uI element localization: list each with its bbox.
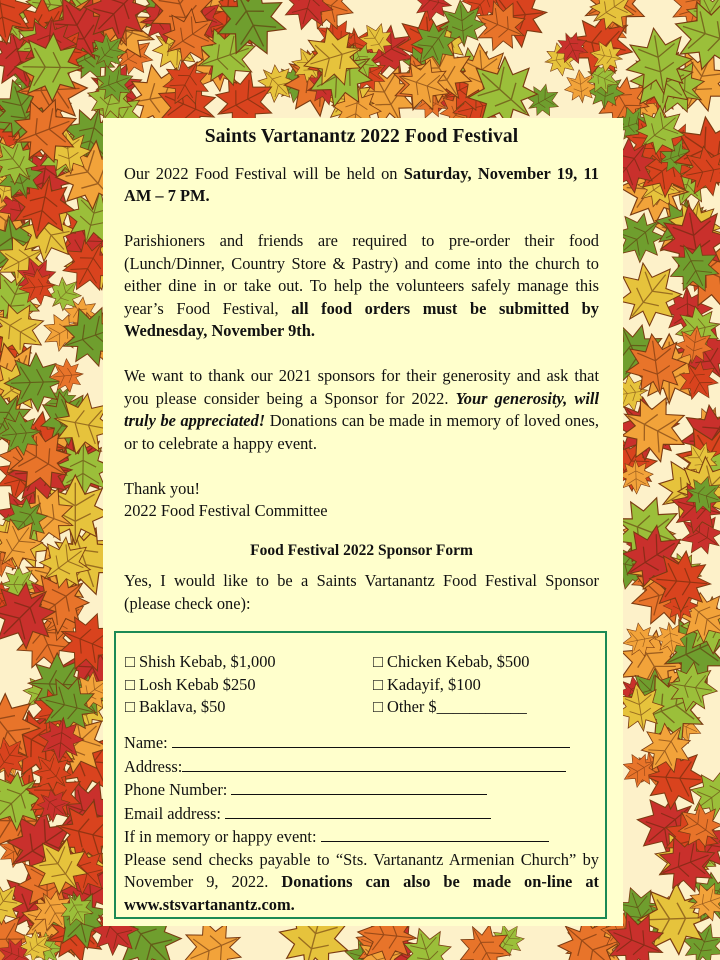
preorder-paragraph: [124, 230, 599, 343]
page-title: Saints Vartanantz 2022 Food Festival: [204, 126, 519, 147]
sponsor-fields: [124, 731, 599, 916]
checkbox-icon[interactable]: □: [125, 674, 135, 694]
sponsors-paragraph: [124, 365, 599, 455]
checkbox-icon[interactable]: □: [373, 697, 383, 716]
email-input-line[interactable]: [225, 802, 491, 819]
checkbox-icon[interactable]: □: [373, 652, 383, 671]
phone-label: Phone Number:: [124, 780, 228, 799]
sponsor-prompt: Yes, I would like to be a Saints Vartanantz Food Festival Sponsor (please check one):: [124, 571, 599, 613]
sponsor-options: [125, 651, 605, 719]
email-field[interactable]: [124, 802, 599, 826]
address-input-line[interactable]: [182, 755, 566, 772]
phone-input-line[interactable]: [231, 778, 487, 795]
option-baklava[interactable]: [125, 696, 373, 719]
preorder-deadline: all food orders must be submitted by Wednesday, November 9th.: [124, 298, 599, 340]
option-chicken-kebab[interactable]: [373, 651, 603, 674]
checkbox-icon[interactable]: □: [125, 697, 135, 716]
intro-text: Our 2022 Food Festival will be held on: [124, 163, 404, 183]
sponsors-text-2: Donations can be made in memory of loved ones, or to celebrate a happy event.: [124, 411, 599, 453]
name-label: Name:: [124, 733, 168, 752]
option-label: Kadayif, $100: [387, 674, 481, 694]
checks-text: Please send checks payable to “Sts. Vartanantz Armenian Church” by November 9, 2022.: [124, 849, 599, 891]
memory-field[interactable]: [124, 825, 599, 849]
maple-leaf-icon: [48, 357, 85, 394]
committee-signature: 2022 Food Festival Committee: [124, 501, 328, 520]
main-content: [124, 124, 599, 615]
memory-label: If in memory or happy event:: [124, 827, 317, 846]
thanks-line: Thank you!: [124, 478, 201, 498]
name-input-line[interactable]: [172, 731, 570, 748]
address-field[interactable]: [124, 755, 599, 779]
online-donation-text: Donations can also be made on-line at www.stsvartanantz.com.: [124, 872, 599, 914]
memory-input-line[interactable]: [321, 825, 549, 842]
option-losh-kebab[interactable]: [125, 674, 373, 697]
name-field[interactable]: [124, 731, 599, 755]
option-label: Shish Kebab, $1,000: [139, 652, 276, 671]
option-other[interactable]: [373, 696, 603, 719]
option-label: Losh Kebab $250: [139, 674, 256, 694]
intro-date: Saturday, November 19, 11 AM – 7 PM.: [124, 163, 600, 205]
email-label: Email address:: [124, 803, 221, 823]
sponsors-text-1: We want to thank our 2021 sponsors for their generosity and ask that you please consider being a Sponsor for 2022.: [124, 366, 599, 408]
preorder-text: Parishioners and friends are required to pre-order their food (Lunch/Dinner, Country Store & Pastry) and come into the church to either dine in or take out. To help the volunteers safely manage this year’s Food Festival,: [124, 231, 599, 318]
intro-paragraph: [124, 163, 599, 208]
sponsor-form-title: Food Festival 2022 Sponsor Form: [250, 541, 473, 559]
sponsors-appreciation: Your generosity, will truly be appreciated!: [124, 388, 599, 430]
option-label: Other $___________: [387, 697, 527, 716]
option-kadayif[interactable]: [373, 674, 603, 697]
phone-field[interactable]: [124, 778, 599, 802]
option-label: Baklava, $50: [139, 697, 226, 716]
maple-leaf-icon: [521, 78, 566, 123]
address-label: Address:: [124, 756, 183, 776]
option-shish-kebab[interactable]: [125, 651, 373, 674]
checkbox-icon[interactable]: □: [125, 652, 135, 671]
checkbox-icon[interactable]: □: [373, 674, 383, 694]
option-label: Chicken Kebab, $500: [387, 652, 530, 671]
payment-instructions: [124, 849, 599, 917]
